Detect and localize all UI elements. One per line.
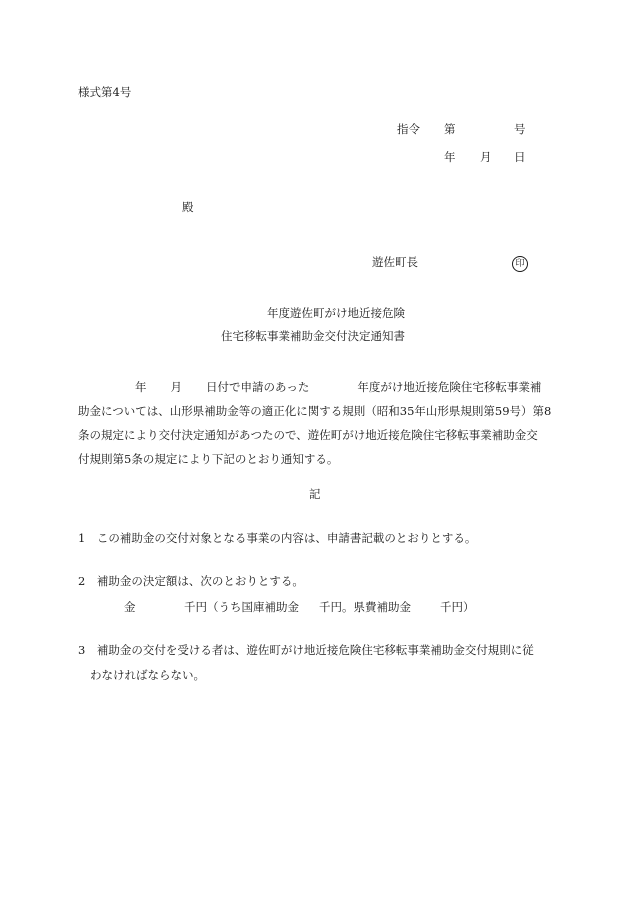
directive-label: 指令	[397, 122, 420, 136]
amount-kin: 金	[124, 600, 136, 614]
date-day: 日	[514, 150, 526, 164]
item-1: 1 この補助金の交付対象となる事業の内容は、申請書記載のとおりとする。	[78, 531, 477, 545]
date-year: 年	[444, 150, 456, 164]
body-line1-rest: 年度がけ地近接危険住宅移転事業補	[357, 380, 542, 394]
item-3-line2: わなければならない。	[90, 668, 205, 682]
seal-mark: 印	[512, 256, 528, 272]
amount-prefectural: 千円）	[440, 600, 475, 614]
directive-go: 号	[514, 122, 526, 136]
document-title-line2: 住宅移転事業補助金交付決定通知書	[221, 329, 405, 343]
body-line-3: 条の規定により交付決定通知があつたので、遊佐町がけ地近接危険住宅移転事業補助金交	[78, 428, 538, 442]
body-line-4: 付規則第5条の規定により下記のとおり通知する。	[78, 452, 339, 466]
body-day-text: 日付で申請のあった	[206, 380, 310, 394]
item-2: 2 補助金の決定額は、次のとおりとする。	[78, 574, 304, 588]
amount-national: 千円。県費補助金	[319, 600, 411, 614]
ki-heading: 記	[309, 487, 321, 501]
addressee-honorific: 殿	[182, 200, 194, 214]
document-title-line1: 年度遊佐町がけ地近接危険	[267, 306, 405, 320]
body-paragraph	[78, 375, 552, 471]
body-line-2: 助金については、山形県補助金等の適正化に関する規則（昭和35年山形県規則第59号）第8	[78, 404, 552, 418]
date-month: 月	[480, 150, 492, 164]
body-month: 月	[170, 380, 182, 394]
directive-dai: 第	[444, 122, 456, 136]
body-year: 年	[135, 380, 147, 394]
amount-total: 千円（うち国庫補助金	[184, 600, 299, 614]
form-number: 様式第4号	[78, 85, 132, 99]
body-line-1	[78, 375, 542, 399]
issuer-title: 遊佐町長	[372, 255, 418, 269]
item-3-line1: 3 補助金の交付を受ける者は、遊佐町がけ地近接危険住宅移転事業補助金交付規則に従	[78, 643, 534, 657]
